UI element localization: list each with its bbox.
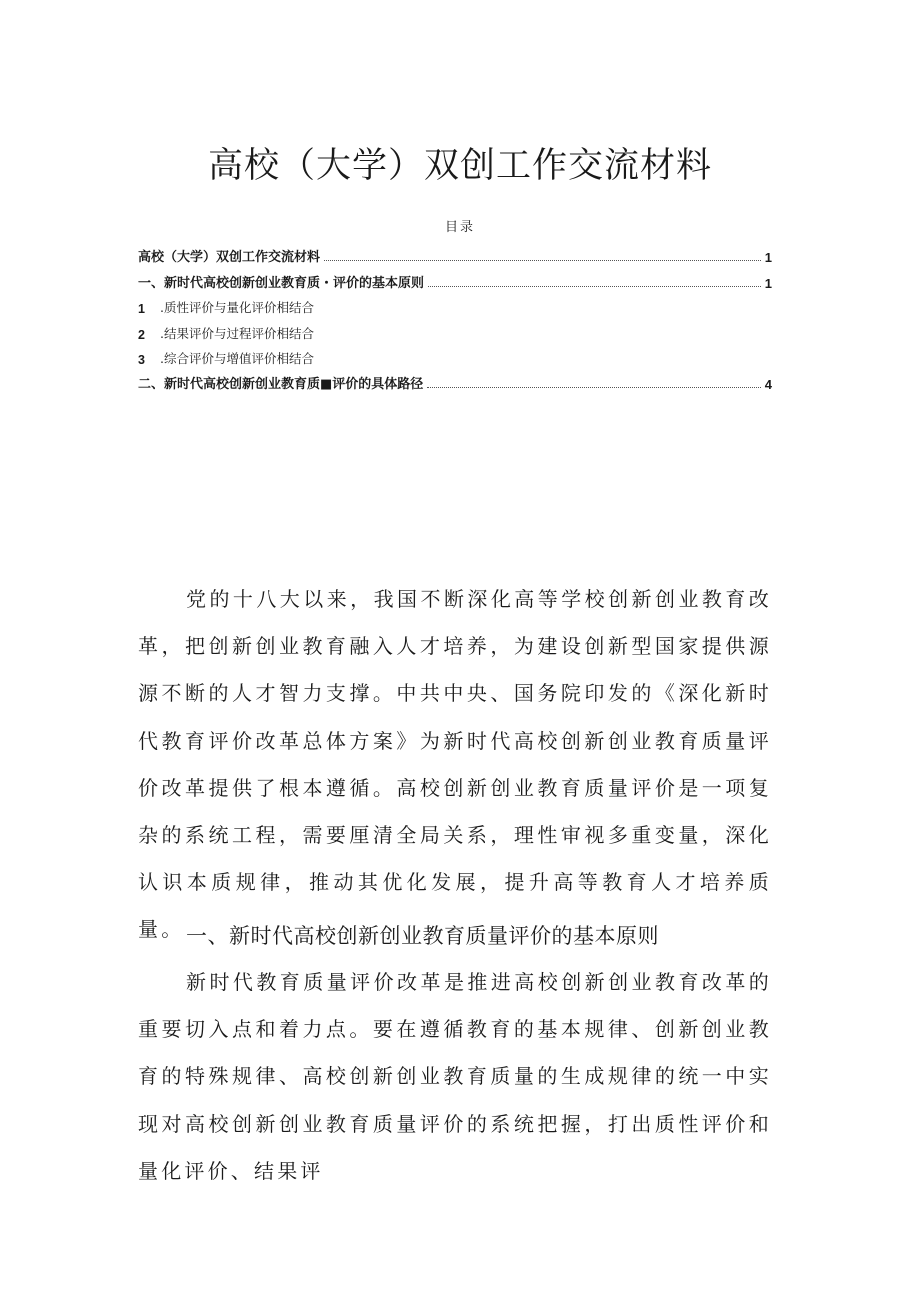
body-paragraph-intro: 党的十八大以来，我国不断深化高等学校创新创业教育改革，把创新创业教育融入人才培养，为建设创新型国家提供源源不断的人才智力支撑。中共中央、国务院印发的《深化新时代教育评价改革总体方案》为新时代高校创新创业教育质量评价改革提供了根本遵循。高校创新创业教育质量评价是一项复杂的系统工程，需要厘清全局关系，理性审视多重变量，深化认识本质规律，推动其优化发展，提升高等教育人才培养质量。 xyxy=(138,587,772,942)
toc-entry-text: 一、新时代高校创新创业教育质・评价的基本原则 xyxy=(138,275,425,291)
toc-entry-page: 4 xyxy=(764,377,772,393)
toc-entry-page: 1 xyxy=(764,250,772,266)
toc-entry-section-2[interactable] xyxy=(138,367,772,392)
table-of-contents xyxy=(138,240,772,392)
toc-entry-text: .质性评价与量化评价相结合 xyxy=(160,300,314,316)
toc-entry-number: 2 xyxy=(138,327,145,342)
toc-entry-subsection-2[interactable] xyxy=(138,316,772,341)
toc-entry-subsection-3[interactable] xyxy=(138,342,772,367)
toc-entry-section-1[interactable] xyxy=(138,265,772,290)
toc-entry-number: 3 xyxy=(138,352,145,367)
toc-entry-text: .综合评价与增值评价相结合 xyxy=(160,350,314,366)
toc-entry-subsection-1[interactable] xyxy=(138,291,772,316)
toc-entry-text: .结果评价与过程评价相结合 xyxy=(160,325,314,341)
toc-dot-leader xyxy=(427,387,760,388)
document-title: 高校（大学）双创工作交流材料 xyxy=(207,146,712,186)
toc-entry-number: 1 xyxy=(138,302,145,317)
section-heading-1: 一、新时代高校创新创业教育质量评价的基本原则 xyxy=(186,924,659,948)
toc-dot-leader xyxy=(428,286,761,287)
toc-dot-leader xyxy=(324,260,761,261)
toc-entry-text: 二、新时代高校创新创业教育质■评价的具体路径 xyxy=(138,377,424,393)
toc-entry-title[interactable] xyxy=(138,240,772,265)
toc-entry-page: 1 xyxy=(764,275,772,291)
toc-heading: 目录 xyxy=(444,220,475,235)
body-paragraph-section-1: 新时代教育质量评价改革是推进高校创新创业教育改革的重要切入点和着力点。要在遵循教育的基本规律、创新创业教育的特殊规律、高校创新创业教育质量的生成规律的统一中实现对高校创新创业教育质量评价的系统把握，打出质性评价和量化评价、结果评 xyxy=(138,970,772,1183)
toc-entry-text: 高校（大学）双创工作交流材料 xyxy=(138,250,321,266)
